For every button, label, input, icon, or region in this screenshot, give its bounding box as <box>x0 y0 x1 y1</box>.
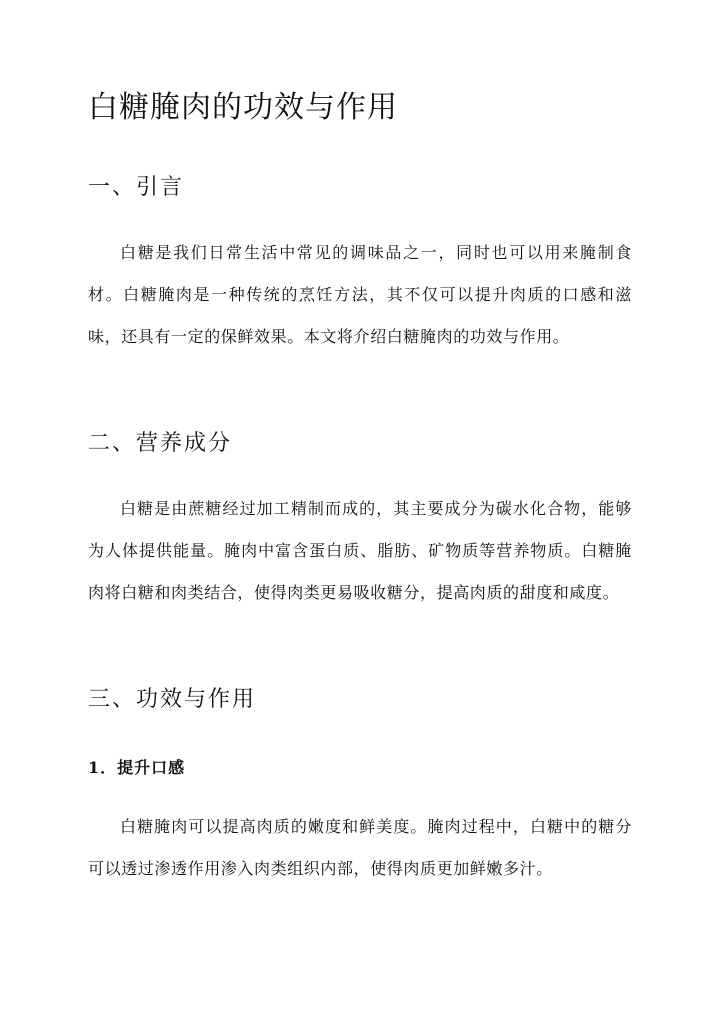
subsection-paragraph-taste: 白糖腌肉可以提高肉质的嫩度和鲜美度。腌肉过程中，白糖中的糖分可以透过渗透作用渗入肉类组织内部，使得肉质更加鲜嫩多汁。 <box>88 817 632 878</box>
document-title: 白糖腌肉的功效与作用 <box>88 90 398 125</box>
section-paragraph-introduction: 白糖是我们日常生活中常见的调味品之一，同时也可以用来腌制食材。白糖腌肉是一种传统的烹饪方法，其不仅可以提升肉质的口感和滋味，还具有一定的保鲜效果。本文将介绍白糖腌肉的功效与作用。 <box>88 243 632 346</box>
subsection-heading-taste: 1．提升口感 <box>88 758 186 777</box>
section-paragraph-nutrition: 白糖是由蔗糖经过加工精制而成的，其主要成分为碳水化合物，能够为人体提供能量。腌肉中富含蛋白质、脂肪、矿物质等营养物质。白糖腌肉将白糖和肉类结合，使得肉类更易吸收糖分，提高肉质的甜度和咸度。 <box>88 499 632 602</box>
section-heading-introduction: 一、引言 <box>88 175 185 200</box>
section-heading-effects: 三、功效与作用 <box>88 687 257 712</box>
section-heading-nutrition: 二、营养成分 <box>88 431 233 456</box>
